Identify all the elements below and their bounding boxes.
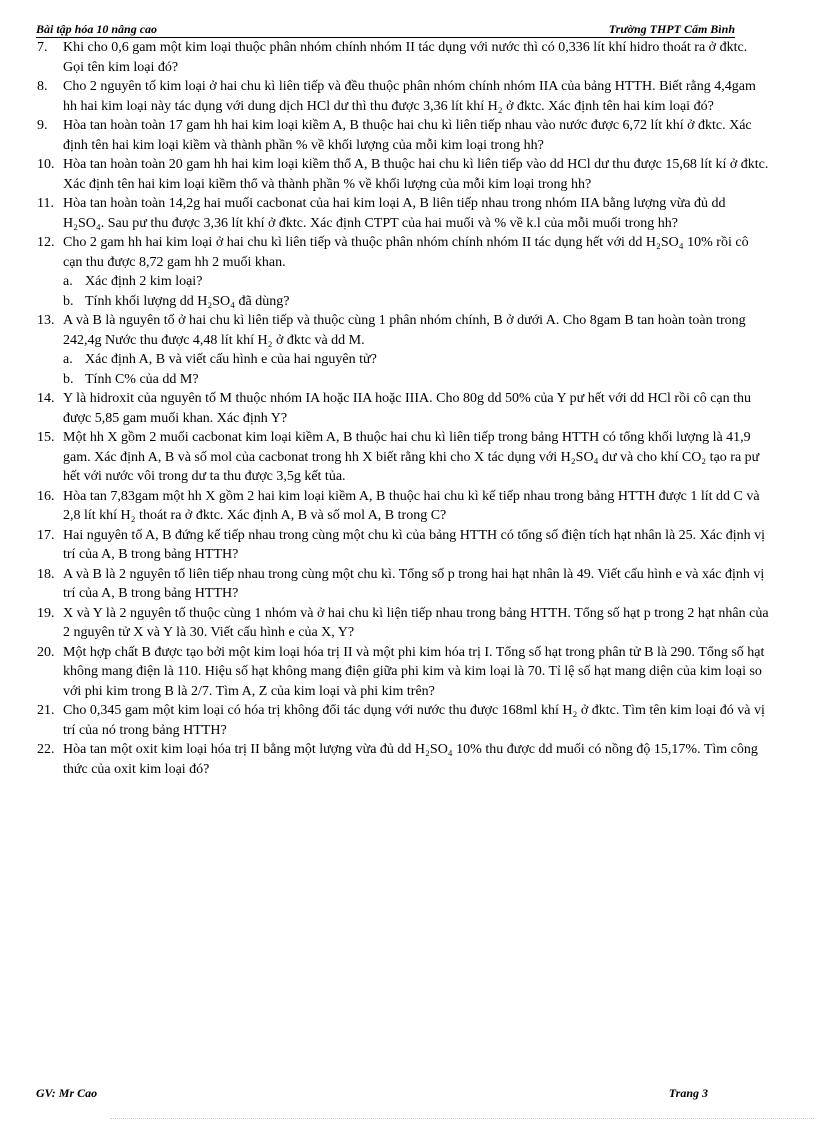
sub-question-label: b. <box>63 371 74 387</box>
sub-question-a <box>63 350 770 370</box>
question-17 <box>37 526 770 565</box>
footer-teacher: GV: Mr Cao <box>36 1086 98 1100</box>
sub-question-text: Xác định A, B và viết cấu hình e của hai nguyên tử? <box>85 352 377 367</box>
sub-question-text: Tính C% của dd M? <box>85 371 199 387</box>
bottom-divider <box>110 1118 814 1119</box>
question-number: 11. <box>37 196 54 211</box>
question-text: Hai nguyên tố A, B đứng kế tiếp nhau trong cùng một chu kì của bảng HTTH có tổng số điện tích hạt nhân là 25. Xác định vị trí của A, B trong bảng HTTH? <box>63 527 766 562</box>
sub-question-list <box>63 272 770 311</box>
question-22 <box>37 740 770 779</box>
question-12 <box>37 233 770 311</box>
sub-question-b <box>63 370 770 390</box>
sub-question-label: a. <box>63 274 73 289</box>
question-number: 19. <box>37 605 55 621</box>
sub-question-label: a. <box>63 352 73 367</box>
question-number: 9. <box>37 118 48 133</box>
question-text: Cho 2 gam hh hai kim loại ở hai chu kì liên tiếp và thuộc phân nhóm chính nhóm II tác dụng hết với dd H₂SO₄ 10% rồi cô cạn thu được 8,72 gam hh 2 muối khan. <box>63 235 749 270</box>
question-text: Hòa tan hoàn toàn 17 gam hh hai kim loại kiềm A, B thuộc hai chu kì liên tiếp nhau vào nước được 6,72 lít khí ở đktc. Xác định tên hai kim loại kiềm và thành phần % về khối lượng của mỗi kim loại trong hh? <box>63 118 752 153</box>
question-13 <box>37 311 770 389</box>
header-school-name: Trường THPT Cẩm Bình <box>608 22 735 36</box>
sub-question-b <box>63 292 770 312</box>
question-text: Cho 0,345 gam một kim loại có hóa trị không đổi tác dụng với nước thu được 168ml khí H₂ ở đktc. Tìm tên kim loại đó và vị trí của nó trong bảng HTTH? <box>63 703 765 738</box>
question-number: 8. <box>37 79 48 94</box>
question-text: Hòa tan hoàn toàn 20 gam hh hai kim loại kiềm thổ A, B thuộc hai chu kì liên tiếp vào dd HCl dư thu được 15,68 lít kí ở đktc. Xác định tên hai kim loại kiềm thổ và thành phần % về khối lượng của mỗi kim loại trong hh? <box>63 157 769 192</box>
question-number: 16. <box>37 488 55 504</box>
question-19 <box>37 604 770 643</box>
footer-page-number: Trang 3 <box>668 1086 708 1100</box>
question-15 <box>37 428 770 487</box>
question-text: Cho 2 nguyên tố kim loại ở hai chu kì liên tiếp và đều thuộc phân nhóm chính nhóm IIA của bảng HTTH. Biết rằng 4,4gam hh hai kim loại này tác dụng với dung dịch HCl dư thì thu được 3,36 lít khí H₂ ở đktc. Xác định tên hai kim loại đó? <box>63 79 756 114</box>
question-number: 17. <box>37 527 55 543</box>
sub-question-text: Xác định 2 kim loại? <box>85 274 203 289</box>
question-number: 12. <box>37 235 55 250</box>
question-text: Hòa tan hoàn toàn 14,2g hai muối cacbonat của hai kim loại A, B liên tiếp nhau trong nhóm IIA bằng lượng vừa đủ dd H₂SO₄. Sau pư thu được 3,36 lít khí ở đktc. Xác định CTPT của hai muối và % về k.l của mỗi muối trong hh? <box>63 196 726 231</box>
question-text: A và B là 2 nguyên tố liên tiếp nhau trong cùng một chu kì. Tổng số p trong hai hạt nhân là 49. Viết cấu hình e và xác định vị trí của A, B trong bảng HTTH? <box>63 566 765 601</box>
question-9 <box>37 116 770 155</box>
question-list <box>37 38 770 779</box>
question-text: Y là hidroxit của nguyên tố M thuộc nhóm IA hoặc IIA hoặc IIIA. Cho 80g dd 50% của Y pư hết với dd HCl rồi cô cạn thu được 5,85 gam muối khan. Xác định Y? <box>63 391 752 426</box>
question-10 <box>37 155 770 194</box>
sub-question-label: b. <box>63 293 74 309</box>
question-18 <box>37 565 770 604</box>
question-text: X và Y là 2 nguyên tố thuộc cùng 1 nhóm và ở hai chu kì liện tiếp nhau trong bảng HTTH. Tổng số hạt p trong 2 hạt nhân của 2 nguyên tử X và Y là 30. Viết cấu hình e của X, Y? <box>63 605 769 640</box>
sub-question-text: Tính khối lượng dd H₂SO₄ đã dùng? <box>85 293 290 309</box>
question-text: Hòa tan một oxit kim loại hóa trị II bằng một lượng vừa đủ dd H₂SO₄ 10% thu được dd muối có nồng độ 15,17%. Tìm công thức của oxit kim loại đó? <box>63 742 758 777</box>
question-number: 15. <box>37 430 55 445</box>
sub-question-list <box>63 350 770 389</box>
question-text: A và B là nguyên tố ở hai chu kì liên tiếp và thuộc cùng 1 phân nhóm chính, B ở dưới A. Cho 8gam B tan hoàn toàn trong 242,4g Nước thu được 4,48 lít khí H₂ ở đktc và dd M. <box>63 313 746 348</box>
question-text: Một hh X gồm 2 muối cacbonat kim loại kiềm A, B thuộc hai chu kì liên tiếp trong bảng HTTH có tổng khối lượng là 41,9 gam. Xác định A, B và số mol của cacbonat trong hh X biết rằng khi cho X tác dụng với H₂SO₄ dư và cho khí CO₂ tạo ra pư hết với nước vôi trong dư ta thu được 3,5g kết tủa. <box>63 430 760 484</box>
sub-question-a <box>63 272 770 292</box>
question-text: Một hợp chất B được tạo bởi một kim loại hóa trị II và một phi kim hóa trị I. Tổng số hạt trong phân tử B là 290. Tổng số hạt không mang điện là 110. Hiệu số hạt không mang điện giữa phi kim và kim loại là 70. Tỉ lệ số hạt mang diện của kim loại so với phi kim trong B là 2/7. Tìm A, Z của kim loại và phi kim trên? <box>63 644 765 699</box>
question-21 <box>37 701 770 740</box>
question-text: Hòa tan 7,83gam một hh X gồm 2 hai kim loại kiềm A, B thuộc hai chu kì kế tiếp nhau trong bảng HTTH được 1 lít dd C và 2,8 lít khí H₂ thoát ra ở đktc. Xác định A, B và số mol A, B trong C? <box>63 488 760 523</box>
header-course-title: Bài tập hóa 10 nâng cao <box>36 22 158 36</box>
question-text: Khi cho 0,6 gam một kim loại thuộc phân nhóm chính nhóm II tác dụng với nước thì có 0,336 lít khí hidro thoát ra ở đktc. Gọi tên kim loại đó? <box>63 40 748 75</box>
question-7 <box>37 38 770 77</box>
page-header <box>36 19 735 38</box>
question-20 <box>37 643 770 702</box>
question-number: 10. <box>37 157 55 172</box>
question-number: 21. <box>37 703 55 718</box>
question-11 <box>37 194 770 233</box>
question-number: 13. <box>37 313 55 328</box>
question-number: 7. <box>37 40 48 55</box>
question-14 <box>37 389 770 428</box>
question-number: 20. <box>37 644 55 660</box>
question-16 <box>37 487 770 526</box>
question-8 <box>37 77 770 116</box>
question-number: 18. <box>37 566 55 582</box>
question-number: 14. <box>37 391 55 406</box>
question-number: 22. <box>37 742 55 757</box>
